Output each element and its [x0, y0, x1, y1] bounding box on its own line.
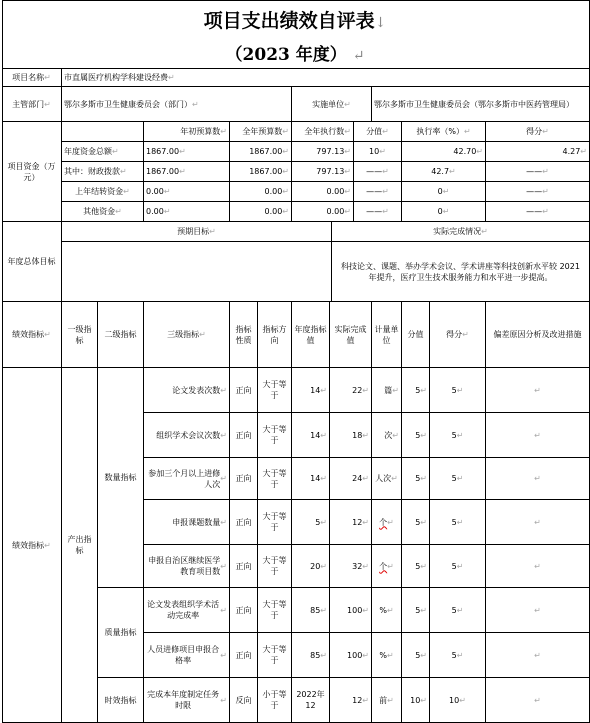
indicator-unit: 个 ↵	[372, 545, 402, 588]
fund-label: 项目资金（万元）	[2, 122, 62, 222]
indicator-score-val: 5 ↵	[402, 588, 430, 633]
indicator-unit: 人次 ↵	[372, 458, 402, 500]
perf-header-score: 得分 ↵	[430, 302, 486, 368]
indicator-direction: 小于等于	[258, 678, 292, 723]
indicator-target: 14 ↵	[292, 458, 330, 500]
indicator-name: 组织学术会议次数 ↵	[144, 413, 230, 458]
indicator-score: 5 ↵	[430, 633, 486, 678]
perf-header-unit: 计量单位	[372, 302, 402, 368]
fund-row-exec: 0.00 ↵	[292, 202, 354, 222]
goal-label: 年度总体目标	[2, 222, 62, 302]
level2-timeliness: 时效指标	[98, 678, 144, 723]
fund-row-annual: 0.00 ↵	[230, 202, 292, 222]
fund-row-score: 4.27 ↵	[486, 142, 590, 162]
fund-row-annual: 1867.00 ↵	[230, 162, 292, 182]
impl-label: 实施单位 ↵	[292, 87, 372, 122]
dept-value: 鄂尔多斯市卫生健康委员会（部门） ↵	[62, 87, 292, 122]
indicator-actual: 100 ↵	[330, 588, 372, 633]
dept-label: 主管部门 ↵	[2, 87, 62, 122]
fund-row-exec: 797.13 ↵	[292, 142, 354, 162]
indicator-actual: 32 ↵	[330, 545, 372, 588]
indicator-score-val: 5 ↵	[402, 368, 430, 413]
return-mark-icon: ↵	[352, 48, 365, 64]
perf-header-score-val: 分值	[402, 302, 430, 368]
perf-header-nature: 指标性质	[230, 302, 258, 368]
indicator-unit: 篇 ↵	[372, 368, 402, 413]
fund-header-blank	[62, 122, 144, 142]
indicator-direction: 大于等于	[258, 633, 292, 678]
level2-quality: 质量指标	[98, 588, 144, 678]
indicator-actual: 24 ↵	[330, 458, 372, 500]
fund-row-rate: 0 ↵	[402, 182, 486, 202]
indicator-name: 论文发表组织学术活动完成率 ↵	[144, 588, 230, 633]
impl-value: 鄂尔多斯市卫生健康委员会（鄂尔多斯市中医药管理局）	[372, 87, 590, 122]
indicator-name: 申报课题数量 ↵	[144, 500, 230, 545]
indicator-name: 人员进修项目申报合格率 ↵	[144, 633, 230, 678]
fund-row-label: 上年结转资金 ↵	[62, 182, 144, 202]
indicator-score: 5 ↵	[430, 588, 486, 633]
indicator-target: 14 ↵	[292, 413, 330, 458]
fund-row-exec: 0.00 ↵	[292, 182, 354, 202]
fund-header-exec: 全年执行数 ↵	[292, 122, 354, 142]
indicator-deviation: ↵	[486, 500, 590, 545]
indicator-score-val: 10 ↵	[402, 678, 430, 723]
indicator-actual: 12 ↵	[330, 678, 372, 723]
fund-row-score-val: —— ↵	[354, 202, 402, 222]
indicator-nature: 正向	[230, 588, 258, 633]
indicator-direction: 大于等于	[258, 588, 292, 633]
perf-header-level1: 一级指标	[62, 302, 98, 368]
fund-row-score-val: 10 ↵	[354, 142, 402, 162]
indicator-deviation: ↵	[486, 458, 590, 500]
fund-header-score: 得分 ↵	[486, 122, 590, 142]
fund-row-score-val: —— ↵	[354, 162, 402, 182]
indicator-actual: 18 ↵	[330, 413, 372, 458]
fund-row-init: 1867.00 ↵	[144, 142, 230, 162]
indicator-target: 5 ↵	[292, 500, 330, 545]
paragraph-mark-icon: ↓	[374, 15, 387, 31]
project-name-label: 项目名称 ↵	[2, 69, 62, 87]
indicator-unit: % ↵	[372, 588, 402, 633]
fund-row-exec: 797.13 ↵	[292, 162, 354, 182]
fund-header-score-val: 分值 ↵	[354, 122, 402, 142]
indicator-deviation: ↵	[486, 588, 590, 633]
perf-label: 绩效指标 ↵	[2, 368, 62, 723]
fund-row-rate: 0 ↵	[402, 202, 486, 222]
goal-expected-value	[62, 242, 332, 302]
fund-header-rate: 执行率（%） ↵	[402, 122, 486, 142]
fund-row-score: —— ↵	[486, 202, 590, 222]
indicator-nature: 正向	[230, 458, 258, 500]
level2-quantity: 数量指标	[98, 368, 144, 588]
project-name-value: 市直属医疗机构学科建设经费 ↵	[62, 69, 590, 87]
fund-row-annual: 0.00 ↵	[230, 182, 292, 202]
indicator-name: 论文发表次数 ↵	[144, 368, 230, 413]
indicator-actual: 100 ↵	[330, 633, 372, 678]
indicator-actual: 12 ↵	[330, 500, 372, 545]
indicator-nature: 正向	[230, 633, 258, 678]
indicator-unit: 次 ↵	[372, 413, 402, 458]
indicator-score-val: 5 ↵	[402, 633, 430, 678]
fund-row-init: 1867.00 ↵	[144, 162, 230, 182]
perf-label-header: 绩效指标 ↵	[2, 302, 62, 368]
indicator-score-val: 5 ↵	[402, 458, 430, 500]
indicator-nature: 正向	[230, 500, 258, 545]
indicator-score: 5 ↵	[430, 458, 486, 500]
indicator-score: 10 ↵	[430, 678, 486, 723]
fund-header-init: 年初预算数 ↵	[144, 122, 230, 142]
fund-row-score: —— ↵	[486, 182, 590, 202]
goal-actual-value: 科技论文、课题、举办学术会议、学术讲座等科技创新水平较 2021 年提升，医疗卫生技术服务能力和水平进一步提高。	[332, 242, 590, 302]
indicator-name: 申报自治区继续医学教育项目数 ↵	[144, 545, 230, 588]
indicator-target: 85 ↵	[292, 588, 330, 633]
indicator-target: 2022年12	[292, 678, 330, 723]
fund-row-init: 0.00 ↵	[144, 182, 230, 202]
indicator-direction: 大于等于	[258, 458, 292, 500]
fund-row-label: 其中：财政拨款 ↵	[62, 162, 144, 182]
indicator-deviation: ↵	[486, 413, 590, 458]
indicator-nature: 正向	[230, 413, 258, 458]
indicator-target: 14 ↵	[292, 368, 330, 413]
perf-header-target: 年度指标值	[292, 302, 330, 368]
indicator-nature: 正向	[230, 545, 258, 588]
indicator-score-val: 5 ↵	[402, 545, 430, 588]
indicator-target: 85 ↵	[292, 633, 330, 678]
fund-row-label: 年度资金总额 ↵	[62, 142, 144, 162]
indicator-deviation: ↵	[486, 633, 590, 678]
indicator-direction: 大于等于	[258, 413, 292, 458]
perf-header-actual: 实际完成值	[330, 302, 372, 368]
page-title: 项目支出绩效自评表↓	[203, 10, 387, 32]
perf-header-direction: 指标方向	[258, 302, 292, 368]
indicator-deviation: ↵	[486, 368, 590, 413]
fund-header-annual: 全年预算数 ↵	[230, 122, 292, 142]
perf-header-level2: 二级指标	[98, 302, 144, 368]
indicator-score-val: 5 ↵	[402, 413, 430, 458]
goal-actual-header: 实际完成情况 ↵	[332, 222, 590, 242]
indicator-nature: 正向	[230, 368, 258, 413]
indicator-direction: 大于等于	[258, 545, 292, 588]
fund-row-label: 其他资金 ↵	[62, 202, 144, 222]
indicator-unit: 个 ↵	[372, 500, 402, 545]
indicator-score: 5 ↵	[430, 368, 486, 413]
indicator-direction: 大于等于	[258, 368, 292, 413]
indicator-name: 完成本年度制定任务时限 ↵	[144, 678, 230, 723]
page-subtitle: （2023 年度） ↵	[225, 45, 365, 65]
fund-row-rate: 42.70 ↵	[402, 142, 486, 162]
indicator-actual: 22 ↵	[330, 368, 372, 413]
indicator-deviation: ↵	[486, 678, 590, 723]
indicator-target: 20 ↵	[292, 545, 330, 588]
perf-header-deviation: 偏差原因分析及改进措施	[486, 302, 590, 368]
indicator-nature: 反向	[230, 678, 258, 723]
indicator-score: 5 ↵	[430, 500, 486, 545]
indicator-score: 5 ↵	[430, 413, 486, 458]
fund-row-rate: 42.7 ↵	[402, 162, 486, 182]
indicator-unit: 前 ↵	[372, 678, 402, 723]
indicator-direction: 大于等于	[258, 500, 292, 545]
indicator-name: 参加三个月以上进修人次 ↵	[144, 458, 230, 500]
indicator-unit: % ↵	[372, 633, 402, 678]
perf-header-level3: 三级指标 ↵	[144, 302, 230, 368]
fund-row-init: 0.00 ↵	[144, 202, 230, 222]
indicator-score-val: 5 ↵	[402, 500, 430, 545]
fund-row-annual: 1867.00 ↵	[230, 142, 292, 162]
indicator-deviation: ↵	[486, 545, 590, 588]
indicator-score: 5 ↵	[430, 545, 486, 588]
level1-output: 产出指标	[62, 368, 98, 723]
fund-row-score: —— ↵	[486, 162, 590, 182]
title-cell	[2, 0, 590, 69]
fund-row-score-val: —— ↵	[354, 182, 402, 202]
goal-expected-header: 预期目标 ↵	[62, 222, 332, 242]
